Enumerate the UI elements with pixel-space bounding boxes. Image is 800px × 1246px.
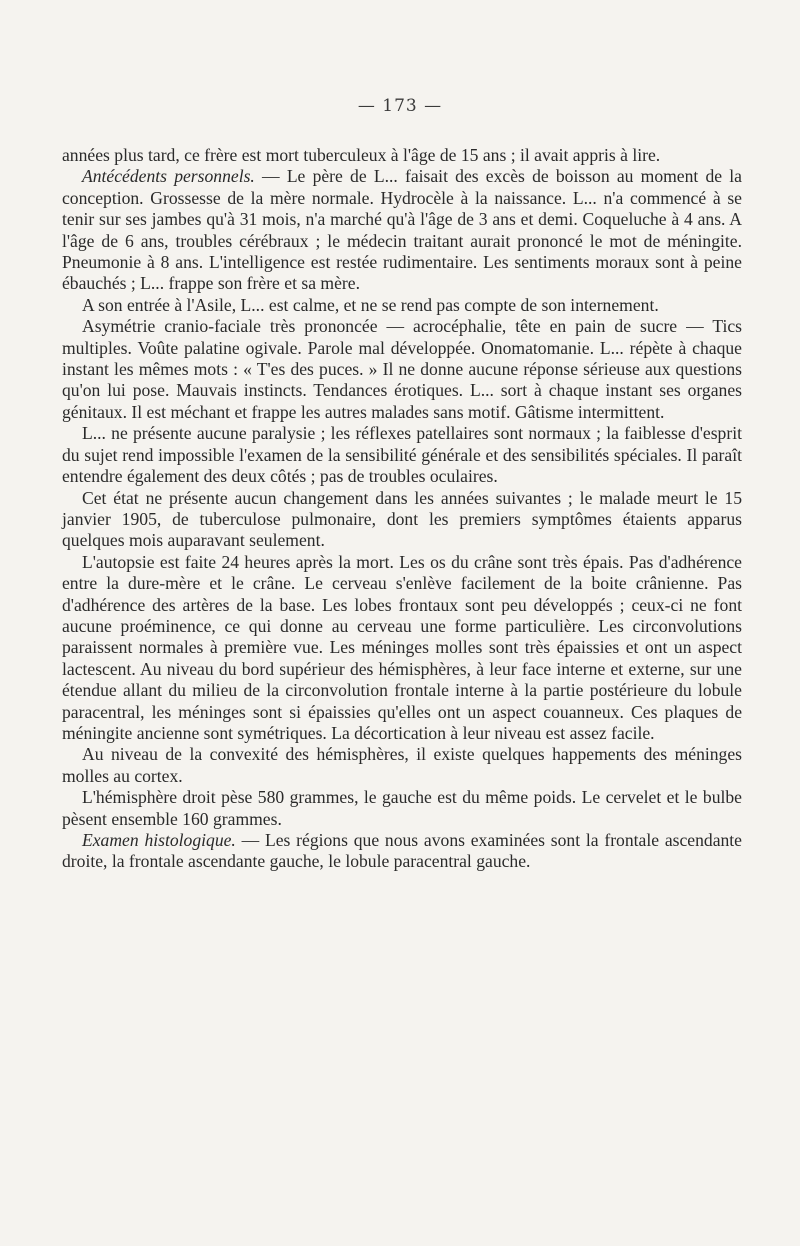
paragraph-text: Cet état ne présente aucun changement dans les années suivantes ; le malade meurt le 15 janvier 1905, de tuberculose pulmonaire, dont les premiers symptômes étaients apparus quelques mois auparavant seulement.	[62, 487, 742, 551]
paragraph	[62, 552, 742, 745]
page-number: — 173 —	[357, 96, 443, 116]
paragraph-text: A son entrée à l'Asile, L... est calme, et ne se rend pas compte de son internement.	[82, 294, 659, 315]
paragraph	[62, 423, 742, 487]
paragraph-text: Au niveau de la convexité des hémisphères, il existe quelques happements des méninges molles au cortex.	[62, 744, 742, 786]
paragraph	[62, 316, 742, 423]
paragraph	[62, 488, 742, 552]
paragraph	[62, 295, 742, 316]
section-heading: Antécédents personnels.	[82, 166, 255, 187]
paragraph-text: Asymétrie cranio-faciale très prononcée — acrocéphalie, tête en pain de sucre — Tics multiples. Voûte palatine ogivale. Parole mal développée. Onomatomanie. L... répète à chaque instant les mêmes mots : « T'es des puces. » Il ne donne aucune réponse sérieuse aux questions qu'on lui pose. Mauvais instincts. Tendances érotiques. L... sort à chaque instant ses organes génitaux. Il est méchant et frappe les autres malades sans motif. Gâtisme intermittent.	[62, 316, 742, 422]
paragraph-text: années plus tard, ce frère est mort tuberculeux à l'âge de 15 ans ; il avait appris à lire.	[62, 145, 661, 165]
paragraph	[62, 145, 742, 166]
paragraph	[62, 787, 742, 830]
paragraph	[62, 744, 742, 787]
body-text	[62, 145, 742, 873]
paragraph-text: L... ne présente aucune paralysie ; les réflexes patellaires sont normaux ; la faiblesse d'esprit du sujet rend impossible l'examen de la sensibilité générale et des sensibilités spéciales. Il paraît entendre également des deux côtés ; pas de troubles oculaires.	[62, 423, 742, 487]
paragraph-text: L'hémisphère droit pèse 580 grammes, le gauche est du même poids. Le cervelet et le bulbe pèsent ensemble 160 grammes.	[62, 787, 742, 829]
paragraph-text: — Les régions que nous avons examinées sont la frontale ascendante droite, la frontale ascendante gauche, le lobule paracentral gauche.	[62, 830, 742, 872]
paragraph-text: L'autopsie est faite 24 heures après la mort. Les os du crâne sont très épais. Pas d'adhérence entre la dure-mère et le crâne. Le cerveau s'enlève facilement de la boite crânienne. Pas d'adhérence des artères de la base. Les lobes frontaux sont peu développés ; ceux-ci ne font aucune proéminence, ce qui donne au cerveau une forme particulière. Les circonvolutions paraissent normales à première vue. Les méninges molles sont très épaissies et ont un aspect lactescent. Au niveau du bord supérieur des hémisphères, à leur face interne et externe, sur une étendue allant du milieu de la circonvolution frontale interne à la partie postérieure du lobule paracentral, les méninges sont si épaissies qu'elles ont un aspect couanneux. Ces plaques de méningite ancienne sont symétriques. La décortication à leur niveau est assez facile.	[62, 551, 742, 743]
paragraph-text: — Le père de L... faisait des excès de boisson au moment de la conception. Grossesse de la mère normale. Hydrocèle à la naissance. L... n'a commencé à se tenir sur ses jambes qu'à 31 mois, n'a marché qu'à l'âge de 3 ans et demi. Coqueluche à 4 ans. A l'âge de 6 ans, troubles cérébraux ; le médecin traitant aurait prononcé le mot de méningite. Pneumonie à 8 ans. L'intelligence est restée rudimentaire. Les sentiments moraux sont à peine ébauchés ; L... frappe son frère et sa mère.	[62, 166, 742, 294]
section-heading: Examen histologique.	[82, 830, 236, 850]
paragraph	[62, 166, 742, 294]
paragraph	[62, 830, 742, 873]
